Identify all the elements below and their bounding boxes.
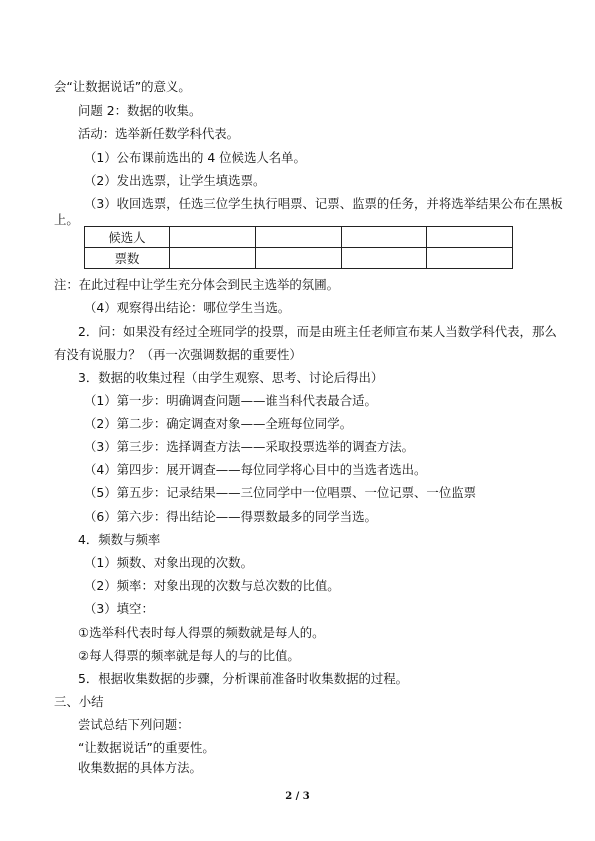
text-line: “让数据说话”的重要性。: [78, 740, 215, 755]
text-line: （1）公布课前选出的 4 位候选人名单。: [84, 150, 306, 165]
text-line: （6）第六步：得出结论——得票数最多的同学当选。: [84, 509, 377, 524]
text-line: （5）第五步：记录结果——三位同学中一位唱票、一位记票、一位监票: [84, 485, 476, 500]
text-line: 注：在此过程中让学生充分体会到民主选举的氛圃。: [54, 277, 339, 292]
text-line: 2．问：如果没有经过全班同学的投票，而是由班主任老师宣布某人当数学科代表，那么: [78, 324, 557, 339]
text-line: （4）第四步：展开调查——每位同学将心目中的当选者选出。: [84, 462, 427, 477]
text-line: （1）频数、对象出现的次数。: [84, 555, 253, 570]
table-cell: [341, 227, 427, 248]
text-line: 活动：选举新任数学科代表。: [78, 126, 240, 141]
table-cell: [255, 227, 341, 248]
table-cell: [170, 227, 256, 248]
page-number: 2 / 3: [285, 791, 310, 802]
candidate-vote-table: [84, 226, 513, 269]
table-cell: [427, 227, 513, 248]
table-row: [85, 227, 513, 248]
text-line: 尝试总结下列问题：: [78, 717, 190, 732]
text-line: （1）第一步：明确调查问题——谁当科代表最合适。: [84, 393, 377, 408]
text-line: 3．数据的收集过程（由学生观察、思考、讨论后得出）: [78, 370, 384, 385]
text-line: 5．根据收集数据的步骤，分析课前准备时收集数据的过程。: [78, 671, 409, 686]
text-line: （3）收回选票，任选三位学生执行唱票、记票、监票的任务，并将选举结果公布在黑板: [84, 196, 563, 211]
table-cell: [427, 248, 513, 269]
table-row: [85, 248, 513, 269]
text-line: 4．频数与频率: [78, 532, 161, 547]
text-line: （2）第二步：确定调查对象——全班每位同学。: [84, 416, 353, 431]
text-line: ①选举科代表时每人得票的频数就是每人的。: [78, 625, 325, 640]
text-line: （3）第三步：选择调查方法——采取投票选举的调查方法。: [84, 439, 415, 454]
text-line: （2）发出选票，让学生填选票。: [84, 173, 266, 188]
text-line: 上。: [54, 212, 79, 227]
table-cell: [255, 248, 341, 269]
table-cell: 候选人: [85, 227, 170, 248]
text-line: 会“让数据说话”的意义。: [54, 79, 191, 94]
table-cell: 票数: [85, 248, 170, 269]
text-line: 问题 2：数据的收集。: [78, 103, 202, 118]
text-line: ②每人得票的频率就是每人的与的比值。: [78, 648, 300, 663]
table-cell: [170, 248, 256, 269]
section-heading: 三、小结: [54, 694, 104, 709]
text-line: （3）填空：: [84, 601, 154, 616]
text-line: （2）频率：对象出现的次数与总次数的比值。: [84, 578, 340, 593]
text-line: （4）观察得出结论：哪位学生当选。: [84, 300, 291, 315]
text-line: 收集数据的具体方法。: [78, 760, 202, 775]
text-line: 有没有说服力？（再一次强调数据的重要性）: [54, 347, 302, 362]
table-cell: [341, 248, 427, 269]
